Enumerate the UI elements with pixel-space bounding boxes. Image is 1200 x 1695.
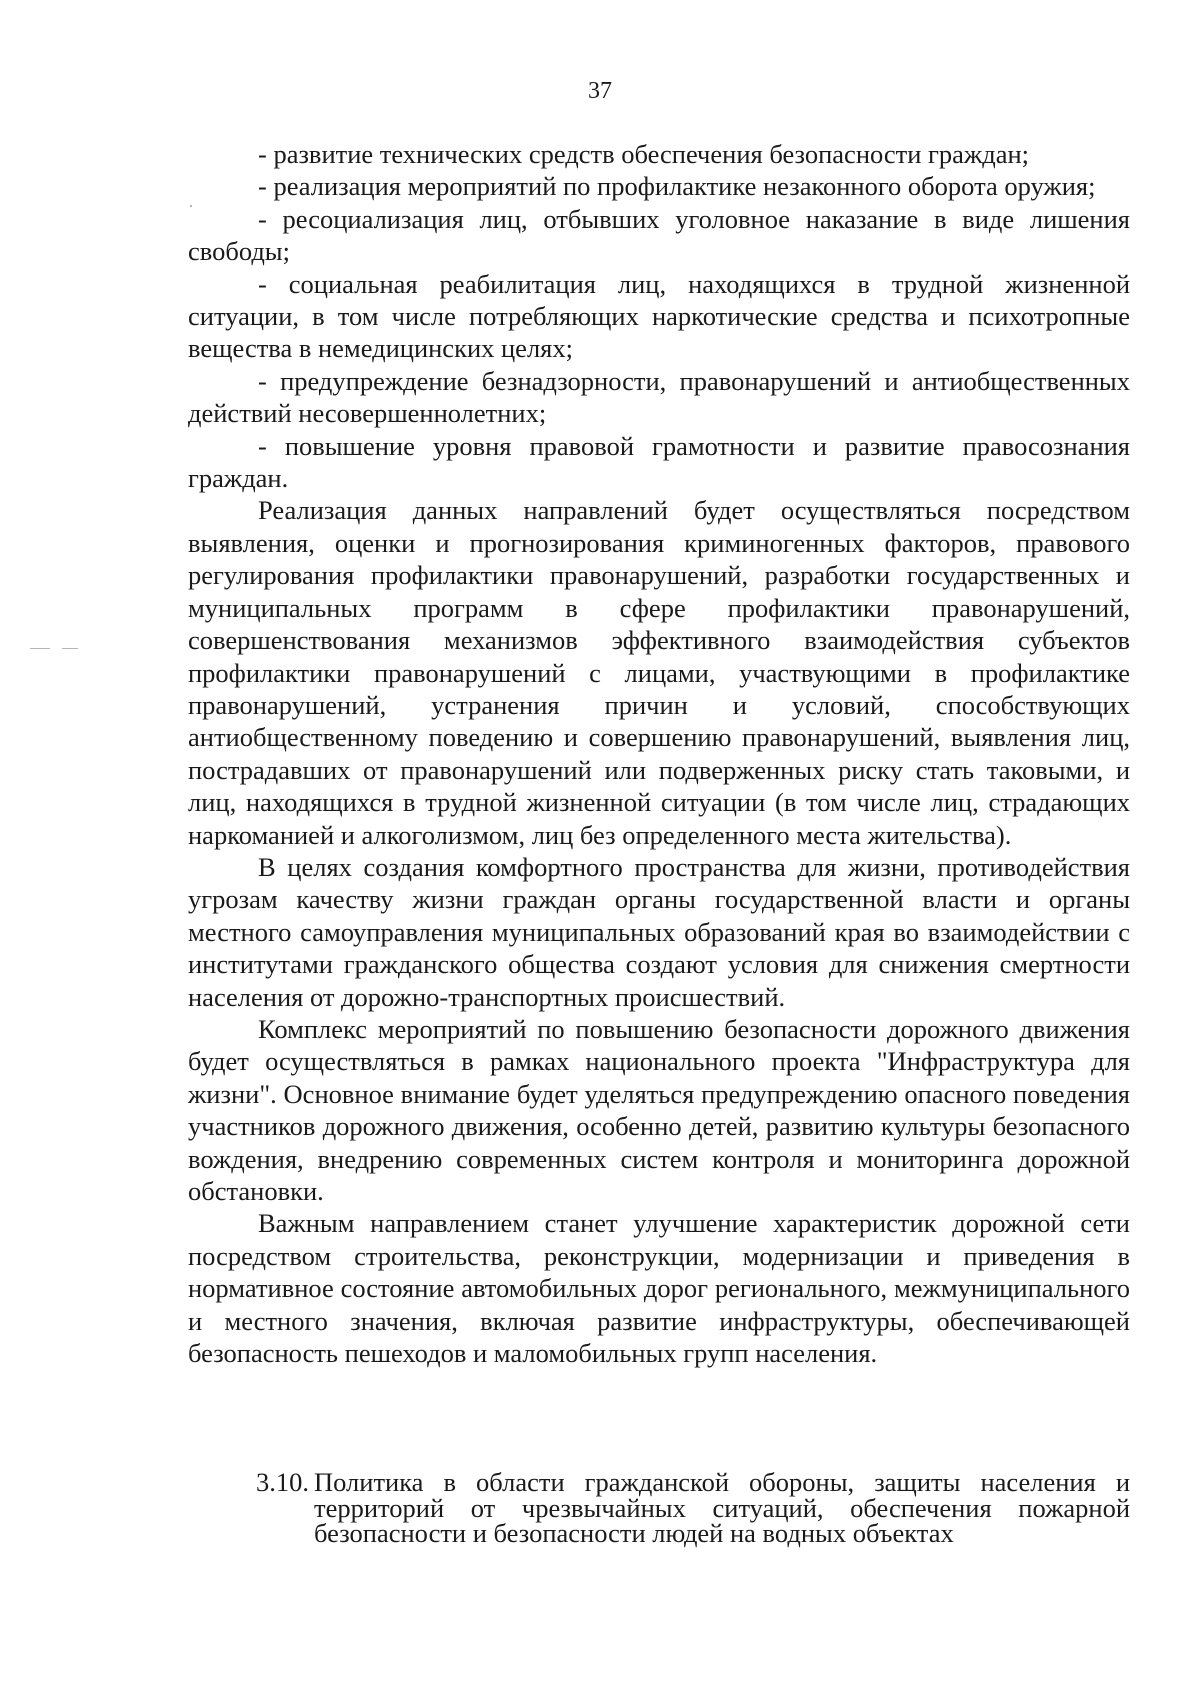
list-item: - предупреждение безнадзорности, правонарушений и антиобщественных действий несовершеннолетних;	[188, 365, 1130, 429]
paragraph: Реализация данных направлений будет осуществляться посредством выявления, оценки и прогнозирования криминогенных факторов, правового регулирования профилактики правонарушений, разработки государственных и муниципальных программ в сфере профилактики правонарушений, совершенствования механизмов эффективного взаимодействия субъектов профилактики правонарушений с лицами, участвующими в профилактике правонарушений, устранения причин и условий, способствующих антиобщественному поведению и совершению правонарушений, выявления лиц, пострадавших от правонарушений или подверженных риску стать таковыми, и лиц, находящихся в трудной жизненной ситуации (в том числе лиц, страдающих наркоманией и алкоголизмом, лиц без определенного места жительства).	[188, 495, 1130, 850]
list-item: - ресоциализация лиц, отбывших уголовное наказание в виде лишения свободы;	[188, 203, 1130, 267]
paragraph: В целях создания комфортного пространства для жизни, противодействия угрозам качеству жизни граждан органы государственной власти и органы местного самоуправления муниципальных образований края во взаимодействии с институтами гражданского общества создают условия для снижения смертности населения от дорожно-транспортных происшествий.	[188, 851, 1130, 1012]
list-item: - социальная реабилитация лиц, находящихся в трудной жизненной ситуации, в том числе потребляющих наркотические средства и психотропные вещества в немедицинских целях;	[188, 268, 1130, 364]
paragraph: Важным направлением станет улучшение характеристик дорожной сети посредством строительства, реконструкции, модернизации и приведения в нормативное состояние автомобильных дорог регионального, межмуниципального и местного значения, включая развитие инфраструктуры, обеспечивающей безопасность пешеходов и маломобильных групп населения.	[188, 1208, 1130, 1369]
scan-artifact	[62, 648, 78, 649]
scan-artifact	[30, 648, 50, 649]
section-heading	[256, 1467, 1130, 1548]
paragraph: Комплекс мероприятий по повышению безопасности дорожного движения будет осуществляться в рамках национального проекта "Инфраструктура для жизни". Основное внимание будет уделяться предупреждению опасного поведения участников дорожного движения, особенно детей, развитию культуры безопасного вождения, внедрению современных систем контроля и мониторинга дорожной обстановки.	[188, 1013, 1130, 1206]
list-item: - развитие технических средств обеспечения безопасности граждан;	[258, 139, 1030, 169]
list-item: - реализация мероприятий по профилактике незаконного оборота оружия;	[258, 171, 1096, 202]
section-number: 3.10.	[256, 1467, 309, 1497]
list-item: - повышение уровня правовой грамотности и развитие правосознания граждан.	[188, 430, 1130, 494]
section-title: Политика в области гражданской обороны, защиты населения и территорий от чрезвычайных ситуаций, обеспечения пожарной безопасности и безопасности людей на водных объектах	[314, 1467, 1130, 1548]
page-number: 37	[588, 78, 612, 104]
scan-artifact	[190, 205, 192, 207]
body-text	[188, 138, 1130, 1369]
